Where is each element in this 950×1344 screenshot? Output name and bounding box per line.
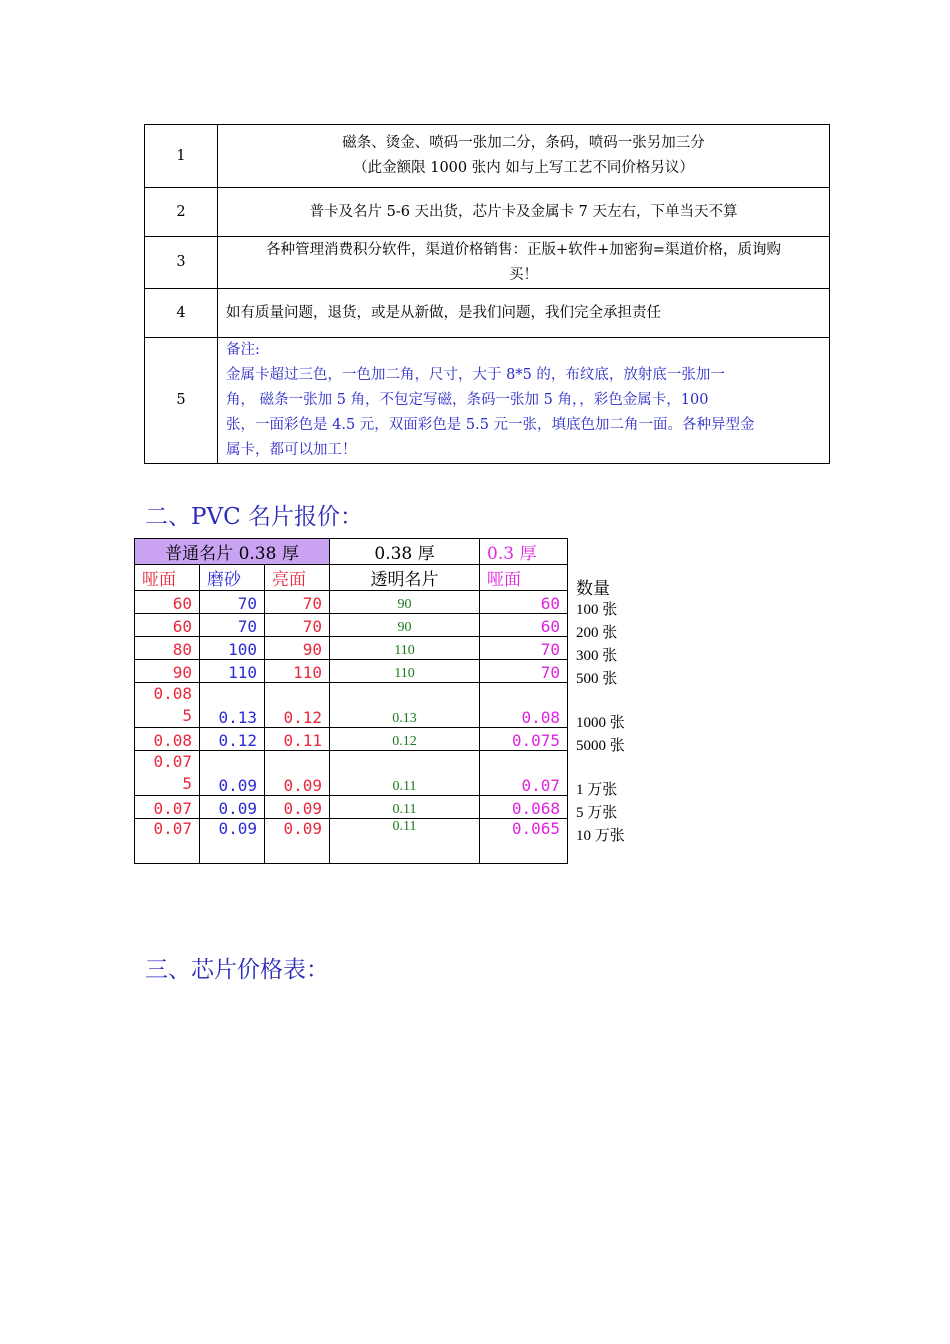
note-line: 张，一面彩色是 4.5 元，双面彩色是 5.5 元一张，填底色加二角一面。各种异型金 (226, 417, 755, 433)
cell-transparent: 0.11 (330, 796, 480, 819)
cell-frosted: 110 (200, 660, 265, 683)
cell-matte (135, 683, 200, 728)
notes-table (144, 124, 830, 464)
note-line: 磁条、烫金、喷码一张加二分，条码，喷码一张另加三分 (342, 135, 705, 151)
cell-matte-03: 0.075 (480, 728, 568, 751)
cell-matte-line: 0.08 (153, 684, 192, 703)
cell-transparent: 0.12 (330, 728, 480, 751)
cell-transparent: 0.13 (330, 683, 480, 728)
cell-transparent: 110 (330, 637, 480, 660)
cell-frosted: 0.09 (200, 819, 265, 864)
cell-glossy: 90 (265, 637, 330, 660)
note-line: 普卡及名片 5-6 天出货，芯片卡及金属卡 7 天左右，下单当天不算 (309, 203, 738, 220)
section-2-title: 二、PVC 名片报价： (145, 504, 363, 530)
cell-glossy: 0.11 (265, 728, 330, 751)
cell-frosted: 0.12 (200, 728, 265, 751)
cell-glossy: 70 (265, 614, 330, 637)
cell-matte-03: 70 (480, 637, 568, 660)
cell-frosted: 0.09 (200, 796, 265, 819)
cell-matte-line: 0.07 (153, 752, 192, 771)
qty-label: 10 万张 (576, 828, 625, 844)
qty-label: 100 张 (576, 602, 618, 618)
cell-matte: 0.07 (135, 796, 200, 819)
note-row (145, 188, 830, 237)
cell-frosted: 100 (200, 637, 265, 660)
qty-label: 300 张 (576, 648, 618, 664)
cell-frosted: 70 (200, 614, 265, 637)
group-header-03: 0.3 厚 (480, 539, 568, 565)
cell-matte (135, 751, 200, 796)
cell-matte: 0.08 (135, 728, 200, 751)
note-row (145, 125, 830, 188)
cell-matte: 0.07 (135, 819, 200, 864)
cell-matte-03: 0.07 (480, 751, 568, 796)
table-row (135, 751, 568, 796)
qty-label: 5 万张 (576, 805, 618, 821)
qty-label: 1 万张 (576, 782, 618, 798)
note-text (218, 125, 830, 188)
group-header-038: 0.38 厚 (330, 539, 480, 565)
qty-label: 1000 张 (576, 715, 625, 731)
note-number: 2 (145, 188, 218, 237)
cell-matte: 60 (135, 614, 200, 637)
cell-matte: 60 (135, 591, 200, 614)
cell-glossy: 0.09 (265, 751, 330, 796)
qty-label: 5000 张 (576, 738, 625, 754)
note-line: 如有质量问题，退货，或是从新做，是我们问题，我们完全承担责任 (226, 304, 661, 321)
note-row (145, 338, 830, 464)
cell-glossy: 0.12 (265, 683, 330, 728)
note-line: 买！ (509, 266, 538, 283)
group-header-row (135, 539, 568, 565)
qty-label: 500 张 (576, 671, 618, 687)
cell-transparent: 90 (330, 591, 480, 614)
cell-matte-03: 70 (480, 660, 568, 683)
note-number: 3 (145, 237, 218, 289)
col-header-transparent: 透明名片 (330, 565, 480, 591)
table-row (135, 683, 568, 728)
note-text (218, 289, 830, 338)
cell-glossy: 110 (265, 660, 330, 683)
cell-matte: 90 (135, 660, 200, 683)
column-header-row (135, 565, 568, 591)
note-line: 备注: (226, 342, 260, 358)
note-line: 金属卡超过三色，一色加二角，尺寸，大于 8*5 的，布纹底，放射底一张加一 (226, 367, 725, 383)
cell-matte-line: 5 (182, 774, 192, 793)
cell-glossy: 0.09 (265, 819, 330, 864)
note-text (218, 237, 830, 289)
cell-matte-03: 60 (480, 591, 568, 614)
col-header-frosted: 磨砂 (200, 565, 265, 591)
note-number: 1 (145, 125, 218, 188)
cell-transparent: 0.11 (330, 751, 480, 796)
note-row (145, 237, 830, 289)
table-row (135, 591, 568, 614)
note-text (218, 188, 830, 237)
cell-glossy: 0.09 (265, 796, 330, 819)
note-line: （此金额限 1000 张内 如与上写工艺不同价格另议） (353, 160, 694, 176)
qty-header: 数量 (576, 579, 610, 598)
group-header-standard: 普通名片 0.38 厚 (135, 539, 330, 565)
note-line: 各种管理消费积分软件，渠道价格销售：正版+软件+加密狗=渠道价格，质询购 (266, 241, 781, 258)
cell-matte-03: 0.08 (480, 683, 568, 728)
table-row (135, 660, 568, 683)
cell-matte-line: 5 (182, 706, 192, 725)
table-row (135, 819, 568, 864)
col-header-matte: 哑面 (135, 565, 200, 591)
cell-matte-03: 0.065 (480, 819, 568, 864)
cell-frosted: 0.13 (200, 683, 265, 728)
col-header-glossy: 亮面 (265, 565, 330, 591)
cell-matte-03: 60 (480, 614, 568, 637)
qty-label: 200 张 (576, 625, 618, 641)
cell-transparent: 90 (330, 614, 480, 637)
note-line: 属卡，都可以加工！ (226, 442, 357, 458)
section-3-title: 三、芯片价格表： (145, 957, 329, 983)
note-number: 5 (145, 338, 218, 464)
table-row (135, 614, 568, 637)
cell-glossy: 70 (265, 591, 330, 614)
table-row (135, 728, 568, 751)
table-row (135, 637, 568, 660)
cell-matte: 80 (135, 637, 200, 660)
note-text (218, 338, 830, 464)
col-header-matte-03: 哑面 (480, 565, 568, 591)
cell-frosted: 70 (200, 591, 265, 614)
cell-transparent: 110 (330, 660, 480, 683)
pvc-price-table (134, 538, 568, 864)
cell-frosted: 0.09 (200, 751, 265, 796)
note-number: 4 (145, 289, 218, 338)
cell-matte-03: 0.068 (480, 796, 568, 819)
note-line: 角， 磁条一张加 5 角，不包定写磁，条码一张加 5 角，，彩色金属卡，100 (226, 392, 709, 408)
cell-transparent: 0.11 (330, 819, 480, 864)
table-row (135, 796, 568, 819)
note-row (145, 289, 830, 338)
